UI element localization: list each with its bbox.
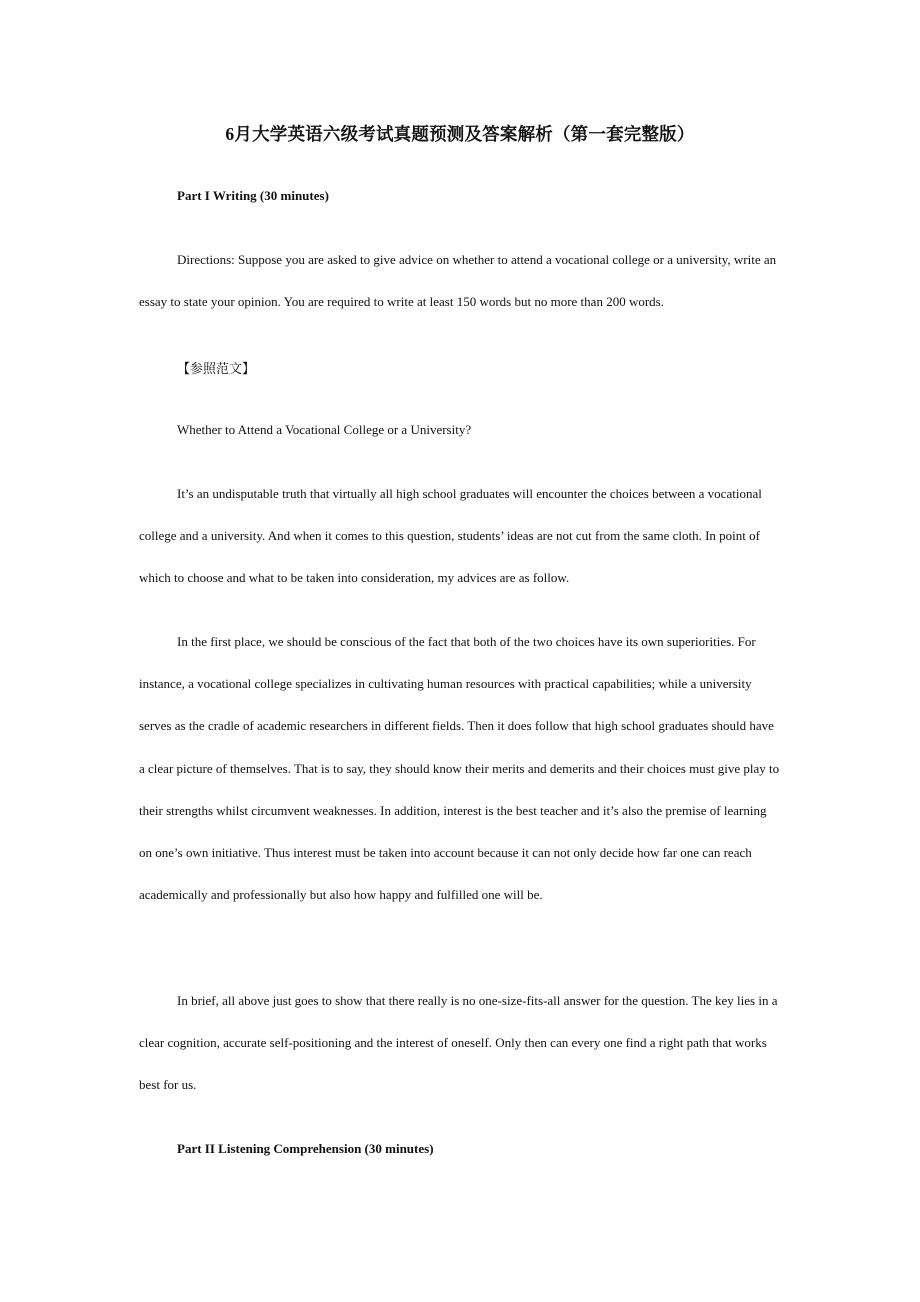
essay-paragraph-2: In the first place, we should be conscious of the fact that both of the two choices have its own superiorities. For instance, a vocational college specializes in cultivating human resources with practical capabilities; while a university serves as the cradle of academic researchers in different fields. Then it does follow that high school graduates should have a clear picture of themselves. That is to say, they should know their merits and demerits and their choices must give play to their strengths whilst circumvent weaknesses. In addition, interest is the best teacher and it’s also the premise of learning on one’s own initiative. Thus interest must be taken into account because it can not only decide how far one can reach academically and professionally but also how happy and fulfilled one will be. <box>139 634 780 903</box>
essay-title: Whether to Attend a Vocational College or a University? <box>177 422 472 437</box>
part2-heading: Part II Listening Comprehension (30 minutes) <box>177 1141 434 1156</box>
document-title: 6月大学英语六级考试真题预测及答案解析（第一套完整版） <box>225 124 695 144</box>
part1-heading: Part I Writing (30 minutes) <box>177 188 329 203</box>
directions-paragraph: Directions: Suppose you are asked to give advice on whether to attend a vocational college or a university, write an essay to state your opinion. You are required to write at least 150 words but no more than 200 words. <box>139 252 777 310</box>
essay-paragraph-1: It’s an undisputable truth that virtually all high school graduates will encounter the choices between a vocational college and a university. And when it comes to this question, students’ ideas are not cut from the same cloth. In point of which to choose and what to be taken into consideration, my advices are as follow. <box>139 486 762 586</box>
essay-paragraph-3: In brief, all above just goes to show that there really is no one-size-fits-all answer for the question. The key lies in a clear cognition, accurate self-positioning and the interest of oneself. Only then can every one find a right path that works best for us. <box>139 993 778 1093</box>
sample-essay-label: 【参照范文】 <box>177 361 256 376</box>
